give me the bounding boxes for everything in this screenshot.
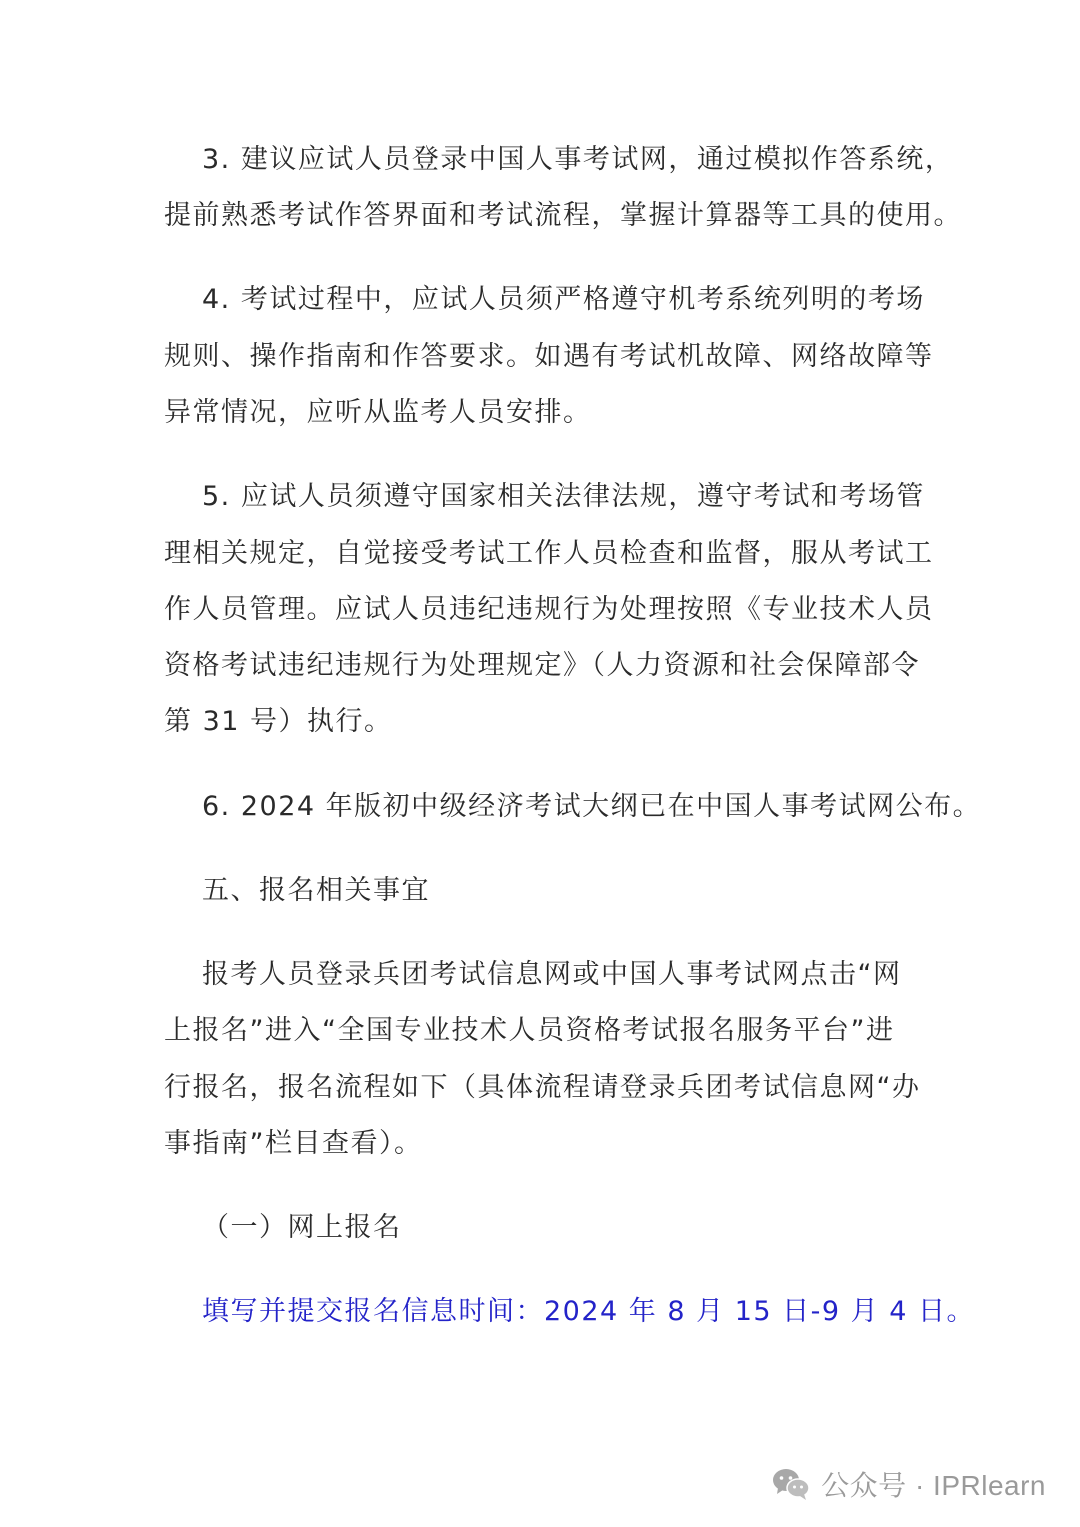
paragraph-5-line-1: 5. 应试人员须遵守国家相关法律法规，遵守考试和考场管	[202, 481, 925, 512]
paragraph-4-line-3: 异常情况，应听从监考人员安排。	[164, 397, 592, 428]
paragraph-5-line-2: 理相关规定，自觉接受考试工作人员检查和监督，服从考试工	[164, 538, 934, 569]
watermark-text: 公众号 · IPRlearn	[821, 1470, 1046, 1501]
wechat-icon	[771, 1466, 811, 1502]
register-paragraph-line-2: 上报名”进入“全国专业技术人员资格考试报名服务平台”进	[164, 1015, 895, 1046]
paragraph-5-line-4: 资格考试违纪违规行为处理规定》（人力资源和社会保障部令	[164, 650, 920, 681]
registration-time-highlight: 填写并提交报名信息时间：2024 年 8 月 15 日-9 月 4 日。	[202, 1296, 976, 1327]
register-paragraph-line-4: 事指南”栏目查看）。	[164, 1128, 423, 1159]
paragraph-5-line-5: 第 31 号）执行。	[164, 706, 393, 737]
register-paragraph-line-3: 行报名，报名流程如下（具体流程请登录兵团考试信息网“办	[164, 1072, 921, 1103]
paragraph-3-line-2: 提前熟悉考试作答界面和考试流程，掌握计算器等工具的使用。	[164, 200, 962, 231]
section-5-heading: 五、报名相关事宜	[202, 875, 430, 906]
paragraph-3-line-1: 3. 建议应试人员登录中国人事考试网，通过模拟作答系统，	[202, 144, 954, 175]
register-paragraph-line-1: 报考人员登录兵团考试信息网或中国人事考试网点击“网	[202, 959, 902, 990]
wechat-watermark	[771, 1462, 1046, 1506]
paragraph-4-line-1: 4. 考试过程中，应试人员须严格遵守机考系统列明的考场	[202, 284, 925, 315]
online-registration-heading: （一）网上报名	[202, 1212, 402, 1243]
paragraph-4-line-2: 规则、操作指南和作答要求。如遇有考试机故障、网络故障等	[164, 341, 934, 372]
paragraph-5-line-3: 作人员管理。应试人员违纪违规行为处理按照《专业技术人员	[164, 594, 934, 625]
paragraph-6-line-1: 6. 2024 年版初中级经济考试大纲已在中国人事考试网公布。	[202, 791, 982, 822]
